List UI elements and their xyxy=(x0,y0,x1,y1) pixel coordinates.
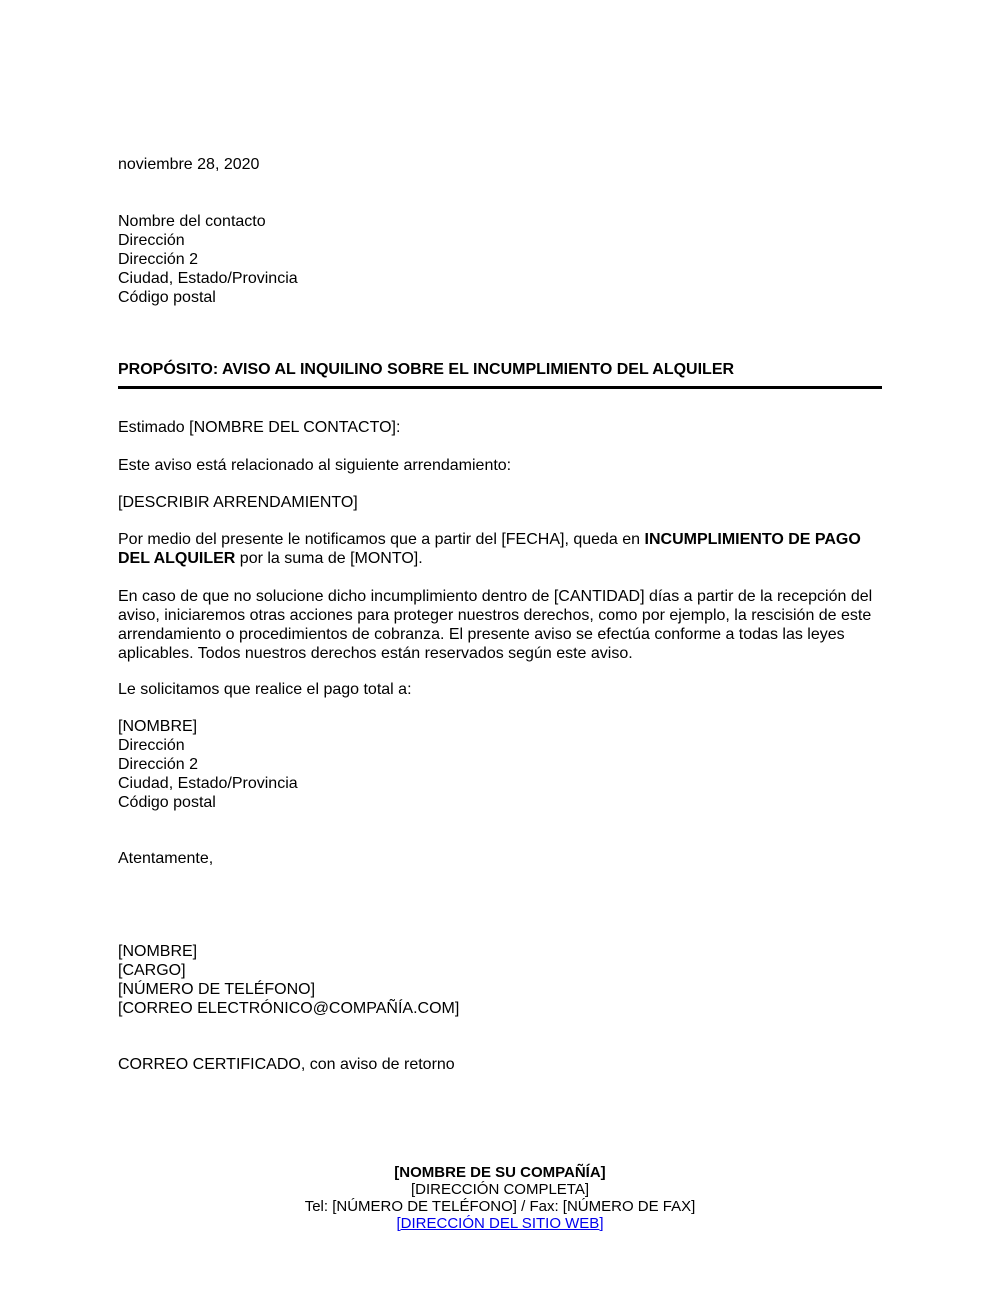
lease-placeholder: [DESCRIBIR ARRENDAMIENTO] xyxy=(118,494,358,511)
letter-date: noviembre 28, 2020 xyxy=(118,156,260,173)
payee-postal-code: Código postal xyxy=(118,794,216,811)
notice-prefix: Por medio del presente le notificamos que a partir del [FECHA], queda en xyxy=(118,531,645,548)
signer-name: [NOMBRE] xyxy=(118,943,198,960)
recipient-name: Nombre del contacto xyxy=(118,213,266,230)
payee-address xyxy=(118,717,298,812)
footer-company-name: [NOMBRE DE SU COMPAÑÍA] xyxy=(394,1164,606,1181)
payee-address-line-1: Dirección xyxy=(118,737,185,754)
company-footer xyxy=(0,1164,1000,1232)
notice-paragraph xyxy=(118,530,888,568)
delivery-note: CORREO CERTIFICADO, con aviso de retorno xyxy=(118,1056,455,1073)
payee-address-line-2: Dirección 2 xyxy=(118,756,199,773)
subject-line: PROPÓSITO: AVISO AL INQUILINO SOBRE EL INCUMPLIMIENTO DEL ALQUILER xyxy=(118,361,735,378)
recipient-address xyxy=(118,212,298,307)
recipient-address-line-2: Dirección 2 xyxy=(118,251,199,268)
recipient-address-line-1: Dirección xyxy=(118,232,185,249)
signer-phone: [NÚMERO DE TELÉFONO] xyxy=(118,981,316,998)
footer-website-link[interactable]: [DIRECCIÓN DEL SITIO WEB] xyxy=(396,1215,604,1232)
signature-block xyxy=(118,942,459,1018)
notice-suffix: por la suma de [MONTO]. xyxy=(235,550,423,567)
footer-contact: Tel: [NÚMERO DE TELÉFONO] / Fax: [NÚMERO DE FAX] xyxy=(304,1198,696,1215)
payee-city-state: Ciudad, Estado/Provincia xyxy=(118,775,298,792)
recipient-city-state: Ciudad, Estado/Provincia xyxy=(118,270,298,287)
notice-bold-default: INCUMPLIMIENTO DE PAGO DEL ALQUILER xyxy=(118,531,861,567)
consequence-paragraph: En caso de que no solucione dicho incumplimiento dentro de [CANTIDAD] días a partir de la recepción del aviso, iniciaremos otras acciones para proteger nuestros derechos, como por ejemplo, la rescisión de este arrendamiento o procedimientos de cobranza. El presente aviso se efectúa conforme a todas las leyes aplicables. Todos nuestros derechos están reservados según este aviso. xyxy=(118,588,873,662)
recipient-postal-code: Código postal xyxy=(118,289,216,306)
subject-divider xyxy=(118,386,882,389)
salutation: Estimado [NOMBRE DEL CONTACTO]: xyxy=(118,419,401,436)
footer-address: [DIRECCIÓN COMPLETA] xyxy=(410,1181,590,1198)
signer-title: [CARGO] xyxy=(118,962,186,979)
intro-paragraph: Este aviso está relacionado al siguiente arrendamiento: xyxy=(118,457,512,474)
payee-name: [NOMBRE] xyxy=(118,718,198,735)
payment-request: Le solicitamos que realice el pago total a: xyxy=(118,681,412,698)
closing: Atentamente, xyxy=(118,850,214,867)
signer-email: [CORREO ELECTRÓNICO@COMPAÑÍA.COM] xyxy=(118,1000,460,1017)
